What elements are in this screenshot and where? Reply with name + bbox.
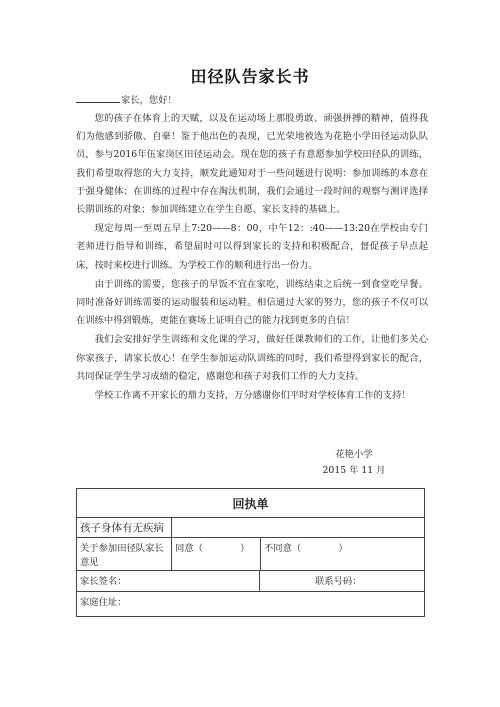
parent-signature-field[interactable] xyxy=(77,571,260,591)
signature-date: 2015 年 11 月 xyxy=(322,465,386,476)
salutation-text: 家长，您好！ xyxy=(121,95,177,106)
phone-field[interactable] xyxy=(260,571,424,591)
phone-label: 联系号码： xyxy=(315,576,362,587)
opinion-label: 关于参加田径队家长意见 xyxy=(77,538,172,571)
disagree-option[interactable]: 不同意（ ） xyxy=(261,538,425,571)
signature-school: 花艳小学 xyxy=(335,449,373,460)
agree-option[interactable]: 同意（ ） xyxy=(172,538,261,571)
parent-signature-label: 家长签名： xyxy=(80,576,127,587)
address-field[interactable] xyxy=(77,592,425,617)
letter-body xyxy=(76,110,428,406)
page-title: 田径队告家长书 xyxy=(190,67,310,86)
address-label: 家庭住址： xyxy=(80,597,127,608)
sign-phone-row xyxy=(77,571,425,592)
receipt-form xyxy=(76,488,425,617)
salutation xyxy=(76,92,177,109)
paragraph-thanks: 学校工作离不开家长的鼎力支持，万分感谢你们平时对学校体育工作的支持！ xyxy=(94,390,411,402)
paragraph-intro: 您的孩子在体育上的天赋，以及在运动场上那股勇敢、顽强拼搏的精神，值得我们为他感到骄傲、自豪！鉴于他出色的表现，已光荣地被选为花艳小学田径运动队队员，参与2016年伍家岗区田径运动会。现在您的孩子有意愿参加学校田径队的训练，我们希望取得您的大力支持，顺发此通知对于一些问题进行说明：参加训练的本意在于强身健体；在训练的过程中存在淘汰机制，我们会通过一段时间的观察与测评选择长期训练的对象；参加训练建立在学生自愿、家长支持的基础上。 xyxy=(76,113,428,216)
name-blank-line xyxy=(76,93,120,103)
paragraph-breakfast: 由于训练的需要，您孩子的早饭不宜在家吃，训练结束之后统一到食堂吃早餐。同时准备好训练需要的运动服装和运动鞋。相信通过大家的努力，您的孩子不仅可以在训练中得到锻炼，更能在赛场上证明自己的能力找到更多的自信！ xyxy=(76,278,428,327)
paragraph-study: 我们会安排好学生训练和文化课的学习，做好任课教师们的工作，让他们多关心你家孩子，请家长放心！在学生参加运动队训练的同时，我们希望得到家长的配合，共同保证学生学习成绩的稳定，感谢您和孩子对我们工作的大力支持。 xyxy=(76,334,428,382)
health-field[interactable] xyxy=(172,518,425,538)
receipt-title: 回执单 xyxy=(77,489,425,518)
paragraph-schedule: 现定每周一至周五早上7:20——8：00，中午12：:40——13:20在学校由专门老师进行指导和训练，希望届时可以得到家长的支持和积极配合，督促孩子早点起床，按时来校进行训练。为学校工作的顺利进行出一份力。 xyxy=(76,223,428,271)
health-label: 孩子身体有无疾病 xyxy=(77,518,172,538)
